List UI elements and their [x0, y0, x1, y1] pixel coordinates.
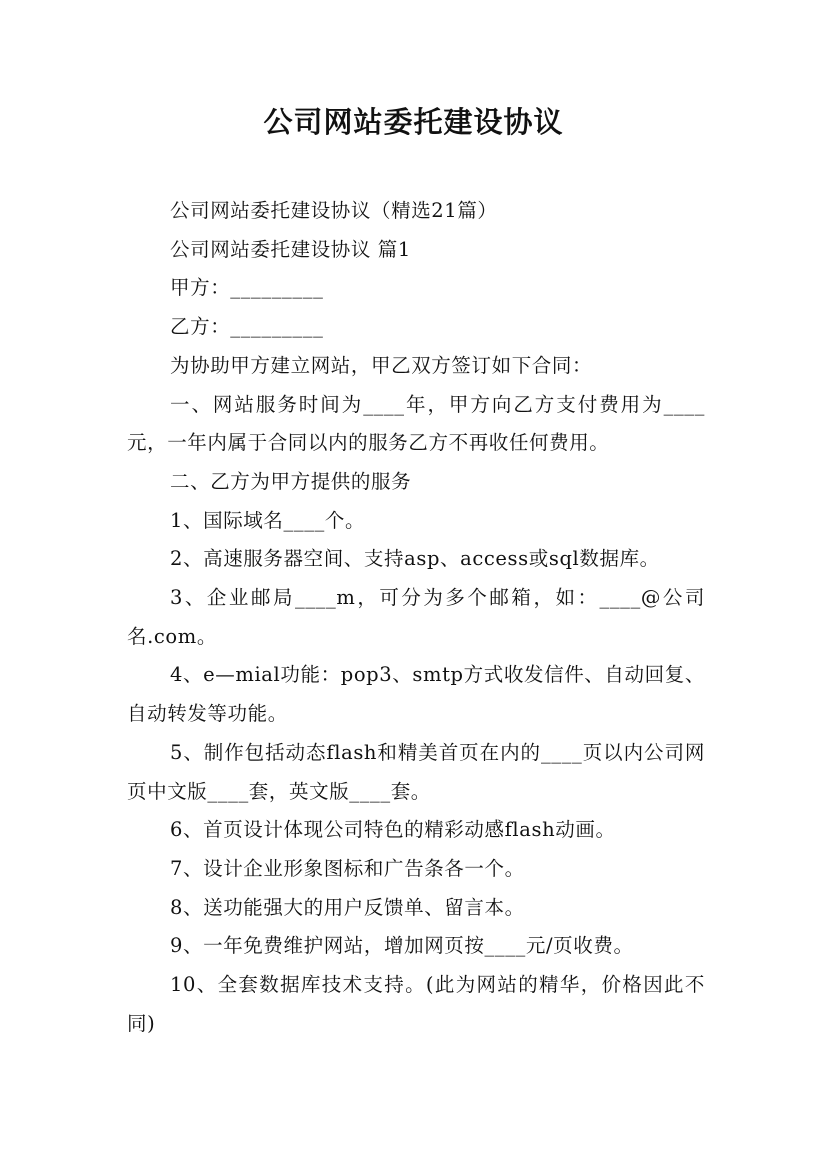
- paragraph-item-7: 7、设计企业形象图标和广告条各一个。: [170, 856, 525, 880]
- paragraph-item-4: 4、e—mial功能：pop3、smtp方式收发信件、自动回复、自动转发等功能。: [127, 663, 705, 726]
- paragraph-preamble: 为协助甲方建立网站，甲乙双方签订如下合同：: [170, 353, 593, 377]
- paragraph-item-9: 9、一年免费维护网站，增加网页按____元/页收费。: [170, 934, 634, 958]
- paragraph-subtitle: 公司网站委托建设协议（精选21篇）: [170, 199, 498, 222]
- document-title: 公司网站委托建设协议: [263, 105, 564, 139]
- paragraph-party-a: 甲方：_________: [170, 276, 324, 300]
- paragraph-item-2: 2、高速服务器空间、支持asp、access或sql数据库。: [170, 547, 660, 571]
- paragraph-clause-2: 二、乙方为甲方提供的服务: [170, 469, 412, 493]
- paragraph-item-10: 10、全套数据库技术支持。(此为网站的精华，价格因此不同): [127, 973, 705, 1035]
- paragraph-item-6: 6、首页设计体现公司特色的精彩动感flash动画。: [170, 818, 616, 842]
- paragraph-party-b: 乙方：_________: [170, 315, 324, 339]
- paragraph-item-8: 8、送功能强大的用户反馈单、留言本。: [170, 895, 525, 919]
- paragraph-item-3: 3、企业邮局____m，可分为多个邮箱，如：____@公司名.com。: [127, 586, 705, 648]
- paragraph-item-1: 1、国际域名____个。: [170, 508, 366, 532]
- paragraph-clause-1: 一、网站服务时间为____年，甲方向乙方支付费用为____元，一年内属于合同以内的服务乙方不再收任何费用。: [127, 392, 705, 455]
- document-body: [127, 192, 705, 1043]
- paragraph-section-heading: 公司网站委托建设协议 篇1: [170, 237, 411, 261]
- paragraph-item-5: 5、制作包括动态flash和精美首页在内的____页以内公司网页中文版____套，英文版____套。: [127, 740, 705, 803]
